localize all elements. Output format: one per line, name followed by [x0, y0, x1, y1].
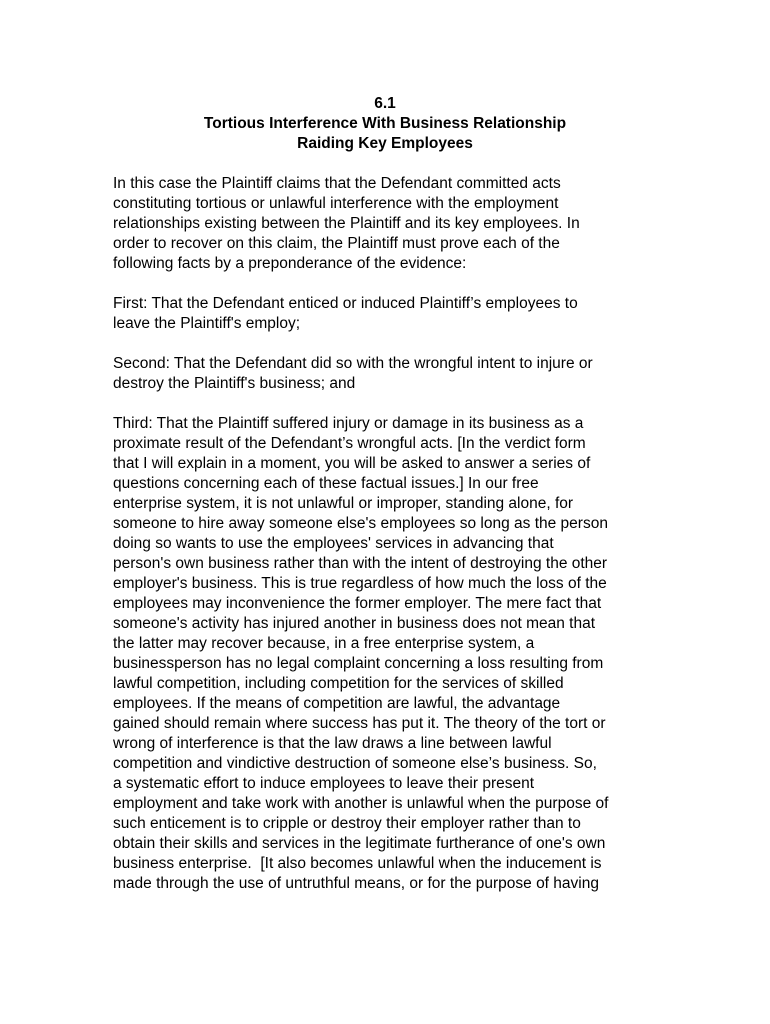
document-heading	[113, 94, 657, 154]
paragraph-gap	[113, 274, 661, 294]
text-line: such enticement is to cripple or destroy their employer rather than to	[113, 815, 581, 832]
text-line: following facts by a preponderance of the evidence:	[113, 255, 467, 272]
text-line: In this case the Plaintiff claims that the Defendant committed acts	[113, 175, 561, 192]
text-line: competition and vindictive destruction of someone else’s business. So,	[113, 755, 597, 772]
text-line: employer's business. This is true regardless of how much the loss of the	[113, 575, 607, 592]
text-line: that I will explain in a moment, you will be asked to answer a series of	[113, 455, 591, 472]
instruction-title: Tortious Interference With Business Relationship	[203, 115, 567, 132]
text-line: lawful competition, including competition for the services of skilled	[113, 675, 564, 692]
text-line: gained should remain where success has put it. The theory of the tort or	[113, 715, 606, 732]
text-line: employees. If the means of competition are lawful, the advantage	[113, 695, 561, 712]
text-line: employment and take work with another is unlawful when the purpose of	[113, 795, 609, 812]
text-line: leave the Plaintiff's employ;	[113, 315, 301, 332]
text-line: someone's activity has injured another in business does not mean that	[113, 615, 596, 632]
text-line: a systematic effort to induce employees to leave their present	[113, 775, 535, 792]
text-line: doing so wants to use the employees' services in advancing that	[113, 535, 554, 552]
text-line: order to recover on this claim, the Plaintiff must prove each of the	[113, 235, 560, 252]
paragraph	[113, 414, 661, 894]
text-line: constituting tortious or unlawful interference with the employment	[113, 195, 559, 212]
text-line: proximate result of the Defendant’s wrongful acts. [In the verdict form	[113, 435, 586, 452]
text-line: person's own business rather than with the intent of destroying the other	[113, 555, 608, 572]
text-line: Second: That the Defendant did so with the wrongful intent to injure or	[113, 355, 593, 372]
instruction-subtitle: Raiding Key Employees	[297, 135, 473, 152]
document-body	[113, 174, 661, 894]
text-line: business enterprise. [It also becomes unlawful when the inducement is	[113, 855, 602, 872]
text-line: someone to hire away someone else's employees so long as the person	[113, 515, 608, 532]
text-line: wrong of interference is that the law draws a line between lawful	[113, 735, 552, 752]
paragraph	[113, 354, 661, 394]
text-line: businessperson has no legal complaint concerning a loss resulting from	[113, 655, 604, 672]
text-line: relationships existing between the Plaintiff and its key employees. In	[113, 215, 580, 232]
text-line: the latter may recover because, in a free enterprise system, a	[113, 635, 535, 652]
paragraph-gap	[113, 394, 661, 414]
text-line: destroy the Plaintiff's business; and	[113, 375, 356, 392]
text-line: obtain their skills and services in the legitimate furtherance of one's own	[113, 835, 606, 852]
paragraph	[113, 174, 661, 274]
text-line: First: That the Defendant enticed or induced Plaintiff’s employees to	[113, 295, 578, 312]
text-line: questions concerning each of these factual issues.] In our free	[113, 475, 539, 492]
text-line: enterprise system, it is not unlawful or improper, standing alone, for	[113, 495, 574, 512]
instruction-number: 6.1	[374, 95, 396, 112]
text-line: made through the use of untruthful means, or for the purpose of having	[113, 875, 599, 892]
text-line: Third: That the Plaintiff suffered injury or damage in its business as a	[113, 415, 584, 432]
text-line: employees may inconvenience the former employer. The mere fact that	[113, 595, 602, 612]
paragraph-gap	[113, 334, 661, 354]
paragraph	[113, 294, 661, 334]
